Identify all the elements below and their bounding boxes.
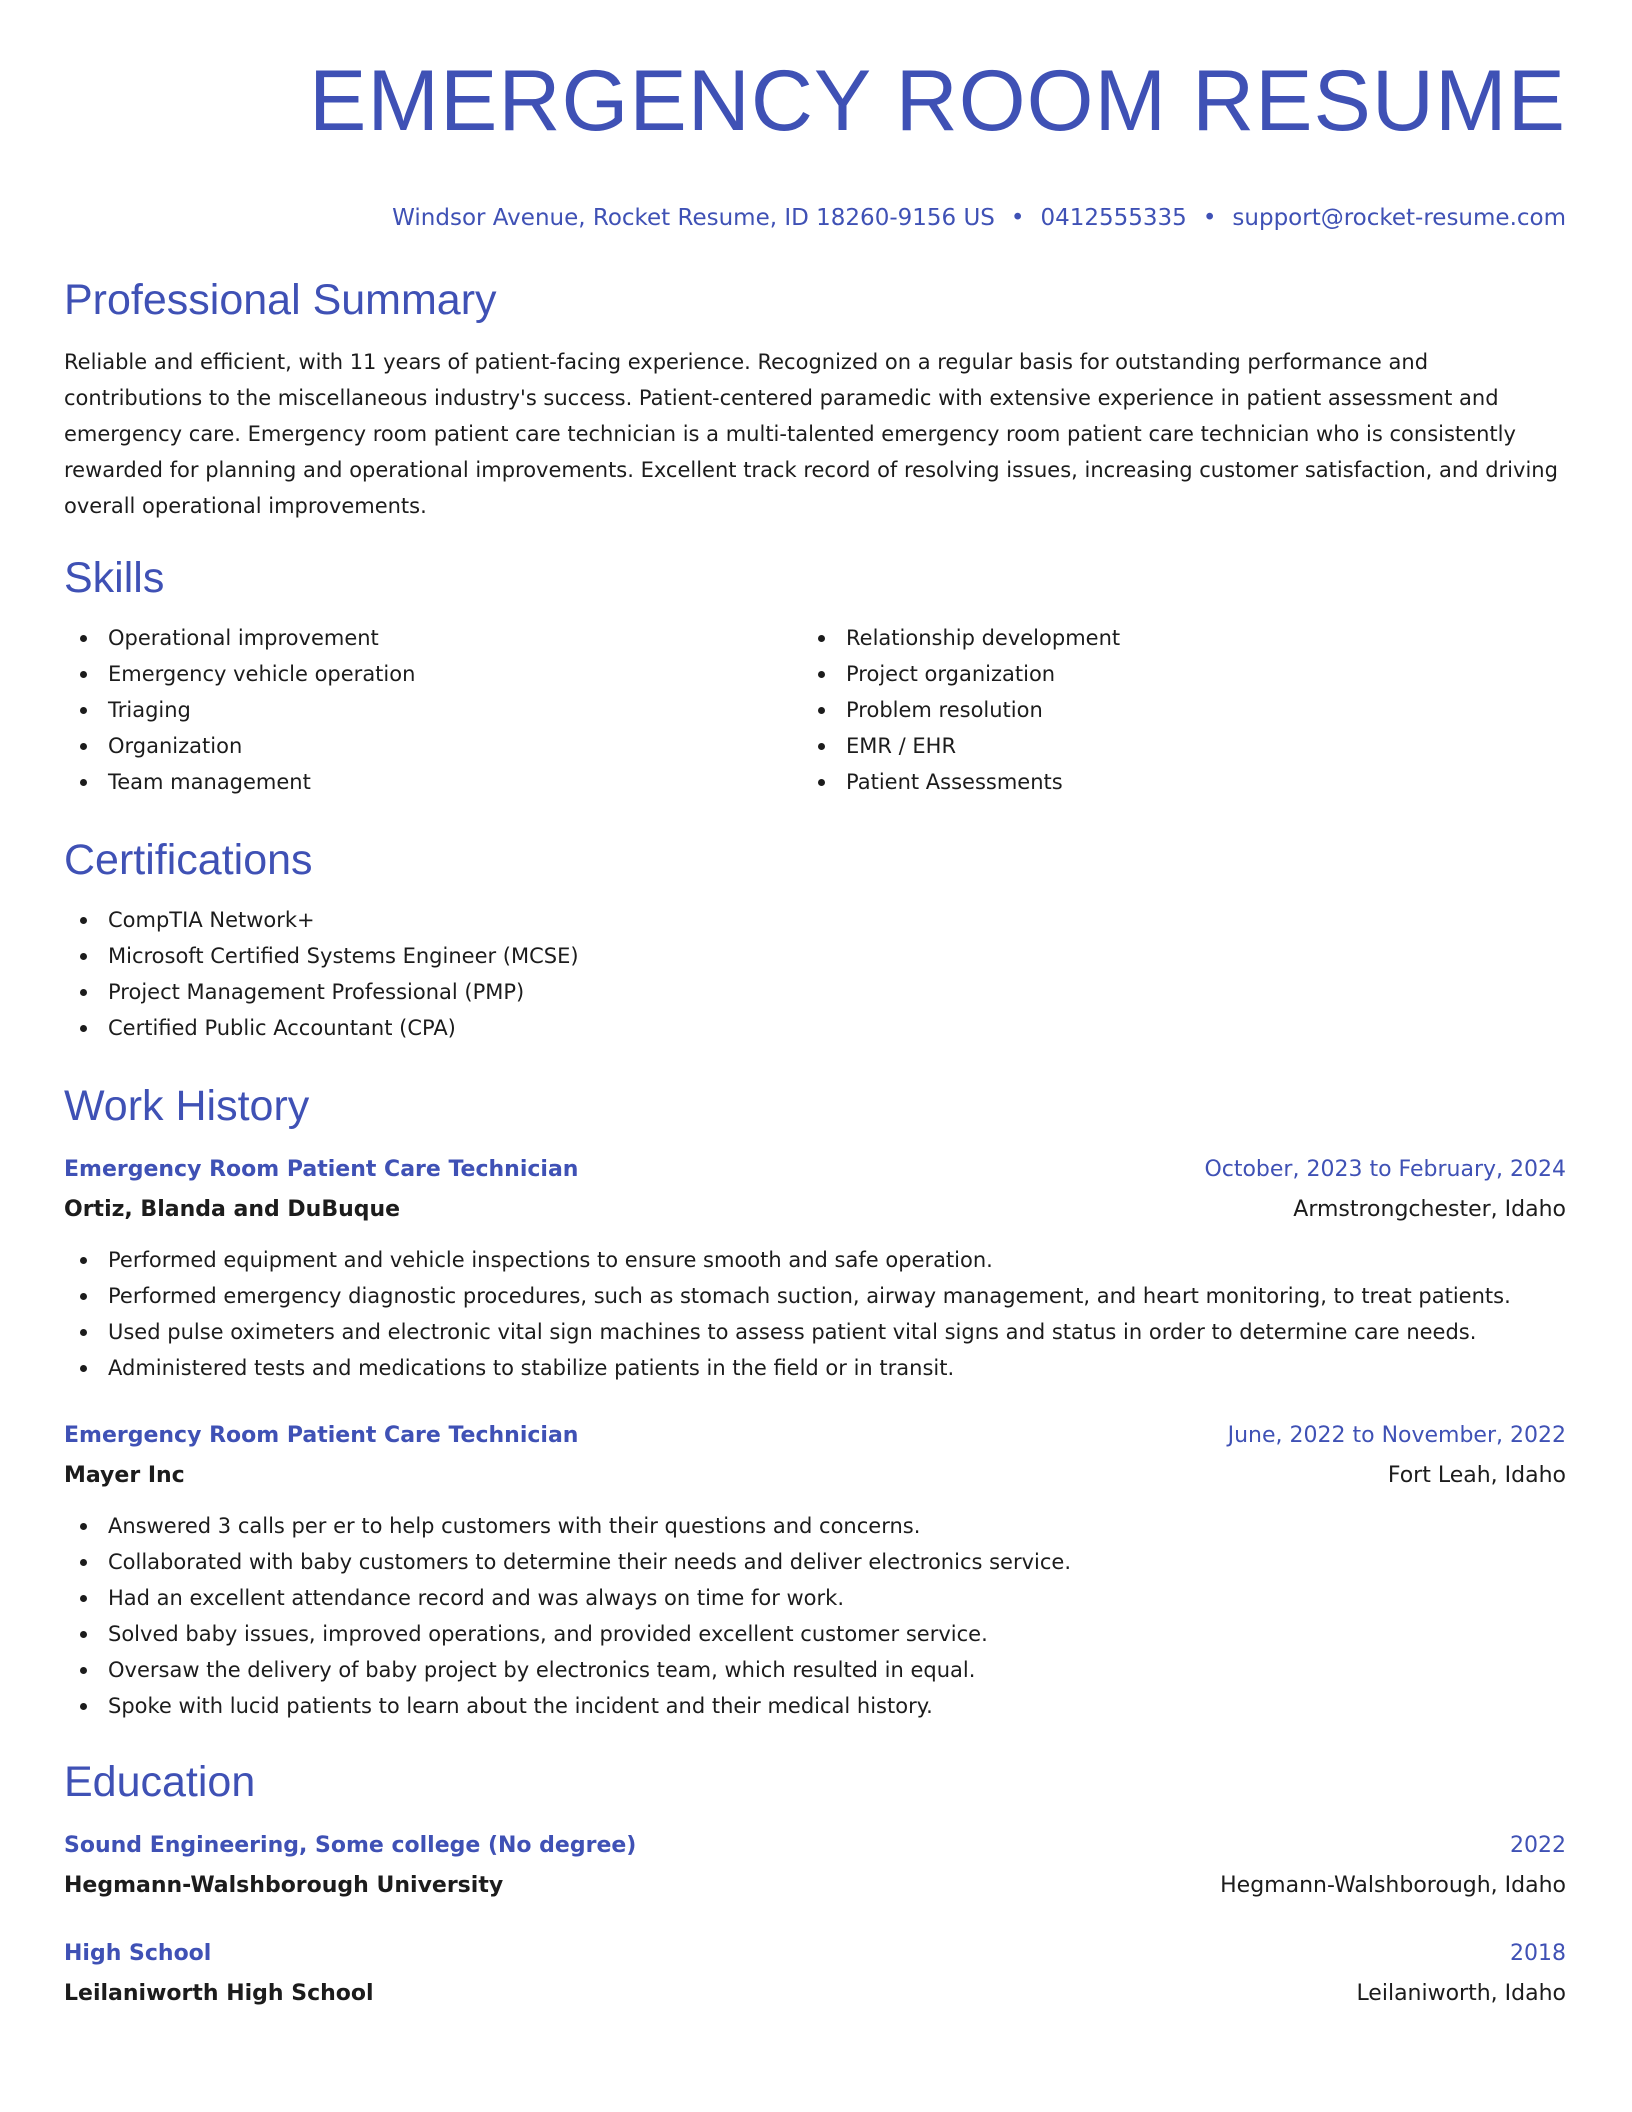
job-company: Ortiz, Blanda and DuBuque (64, 1197, 401, 1222)
skill-item: Triaging (64, 692, 802, 728)
skills-grid (64, 620, 1566, 800)
education-location: Leilaniworth, Idaho (1356, 1981, 1566, 2006)
contact-line (64, 202, 1566, 234)
job-role: Emergency Room Patient Care Technician (64, 1423, 579, 1448)
skill-item: Organization (64, 728, 802, 764)
job-bullet: Spoke with lucid patients to learn about the incident and their medical history. (64, 1688, 1566, 1724)
section-title-skills: Skills (64, 554, 165, 602)
job-bullet: Used pulse oximeters and electronic vital sign machines to assess patient vital signs and status in order to determine care needs. (64, 1314, 1566, 1350)
skill-item: Project organization (802, 656, 1540, 692)
education-entry (64, 1934, 1566, 2014)
job-bullets (64, 1242, 1566, 1386)
education-entry (64, 1826, 1566, 1906)
skill-item: Problem resolution (802, 692, 1540, 728)
certification-item: Microsoft Certified Systems Engineer (MCSE) (64, 938, 1566, 974)
contact-separator: • (1202, 205, 1217, 231)
resume-title: EMERGENCY ROOM RESUME (309, 53, 1566, 149)
contact-separator: • (1010, 205, 1025, 231)
certification-item: Project Management Professional (PMP) (64, 974, 1566, 1010)
job-bullet: Answered 3 calls per er to help customers with their questions and concerns. (64, 1508, 1566, 1544)
summary-text: Reliable and efficient, with 11 years of patient-facing experience. Recognized on a regular basis for outstanding performance and contributions to the miscellaneous industry's success. Patient-centered paramedic with extensive experience in patient assessment and emergency care. Emergency room patient care technician is a multi-talented emergency room patient care technician who is consistently rewarded for planning and operational improvements. Excellent track record of resolving issues, increasing customer satisfaction, and driving overall operational improvements. (64, 350, 1558, 518)
contact-email: support@rocket-resume.com (1232, 205, 1566, 231)
education-location: Hegmann-Walshborough, Idaho (1220, 1873, 1566, 1898)
job-bullet: Had an excellent attendance record and was always on time for work. (64, 1580, 1566, 1616)
job-bullets (64, 1508, 1566, 1724)
job-company: Mayer Inc (64, 1463, 185, 1488)
education-year: 2022 (1510, 1833, 1566, 1858)
skill-item: Relationship development (802, 620, 1540, 656)
section-title-summary: Professional Summary (64, 276, 497, 324)
skill-item: Operational improvement (64, 620, 802, 656)
section-title-certifications: Certifications (64, 836, 313, 884)
skill-item: Team management (64, 764, 802, 800)
education-degree: High School (64, 1941, 212, 1966)
job-location: Armstrongchester, Idaho (1293, 1197, 1566, 1222)
certifications-list (64, 902, 1566, 1046)
job-entry (64, 1150, 1566, 1386)
education-degree: Sound Engineering, Some college (No degree) (64, 1833, 637, 1858)
job-dates: June, 2022 to November, 2022 (1227, 1423, 1566, 1448)
job-bullet: Performed equipment and vehicle inspections to ensure smooth and safe operation. (64, 1242, 1566, 1278)
contact-address: Windsor Avenue, Rocket Resume, ID 18260-9156 US (392, 205, 995, 231)
section-title-education: Education (64, 1758, 256, 1806)
job-location: Fort Leah, Idaho (1387, 1463, 1566, 1488)
skill-item: EMR / EHR (802, 728, 1540, 764)
certification-item: Certified Public Accountant (CPA) (64, 1010, 1566, 1046)
job-dates: October, 2023 to February, 2024 (1204, 1157, 1566, 1182)
education-school: Leilaniworth High School (64, 1981, 374, 2006)
job-bullet: Administered tests and medications to stabilize patients in the field or in transit. (64, 1350, 1566, 1386)
skills-column-left (64, 620, 802, 800)
job-bullet: Collaborated with baby customers to determine their needs and deliver electronics service. (64, 1544, 1566, 1580)
job-bullet: Performed emergency diagnostic procedures, such as stomach suction, airway management, and heart monitoring, to treat patients. (64, 1278, 1566, 1314)
skill-item: Emergency vehicle operation (64, 656, 802, 692)
contact-phone: 0412555335 (1040, 205, 1187, 231)
certification-item: CompTIA Network+ (64, 902, 1566, 938)
skill-item: Patient Assessments (802, 764, 1540, 800)
job-role: Emergency Room Patient Care Technician (64, 1157, 579, 1182)
education-year: 2018 (1510, 1941, 1566, 1966)
job-bullet: Solved baby issues, improved operations, and provided excellent customer service. (64, 1616, 1566, 1652)
skills-column-right (802, 620, 1540, 800)
job-entry (64, 1416, 1566, 1724)
section-title-work-history: Work History (64, 1082, 310, 1130)
job-bullet: Oversaw the delivery of baby project by electronics team, which resulted in equal. (64, 1652, 1566, 1688)
education-school: Hegmann-Walshborough University (64, 1873, 504, 1898)
